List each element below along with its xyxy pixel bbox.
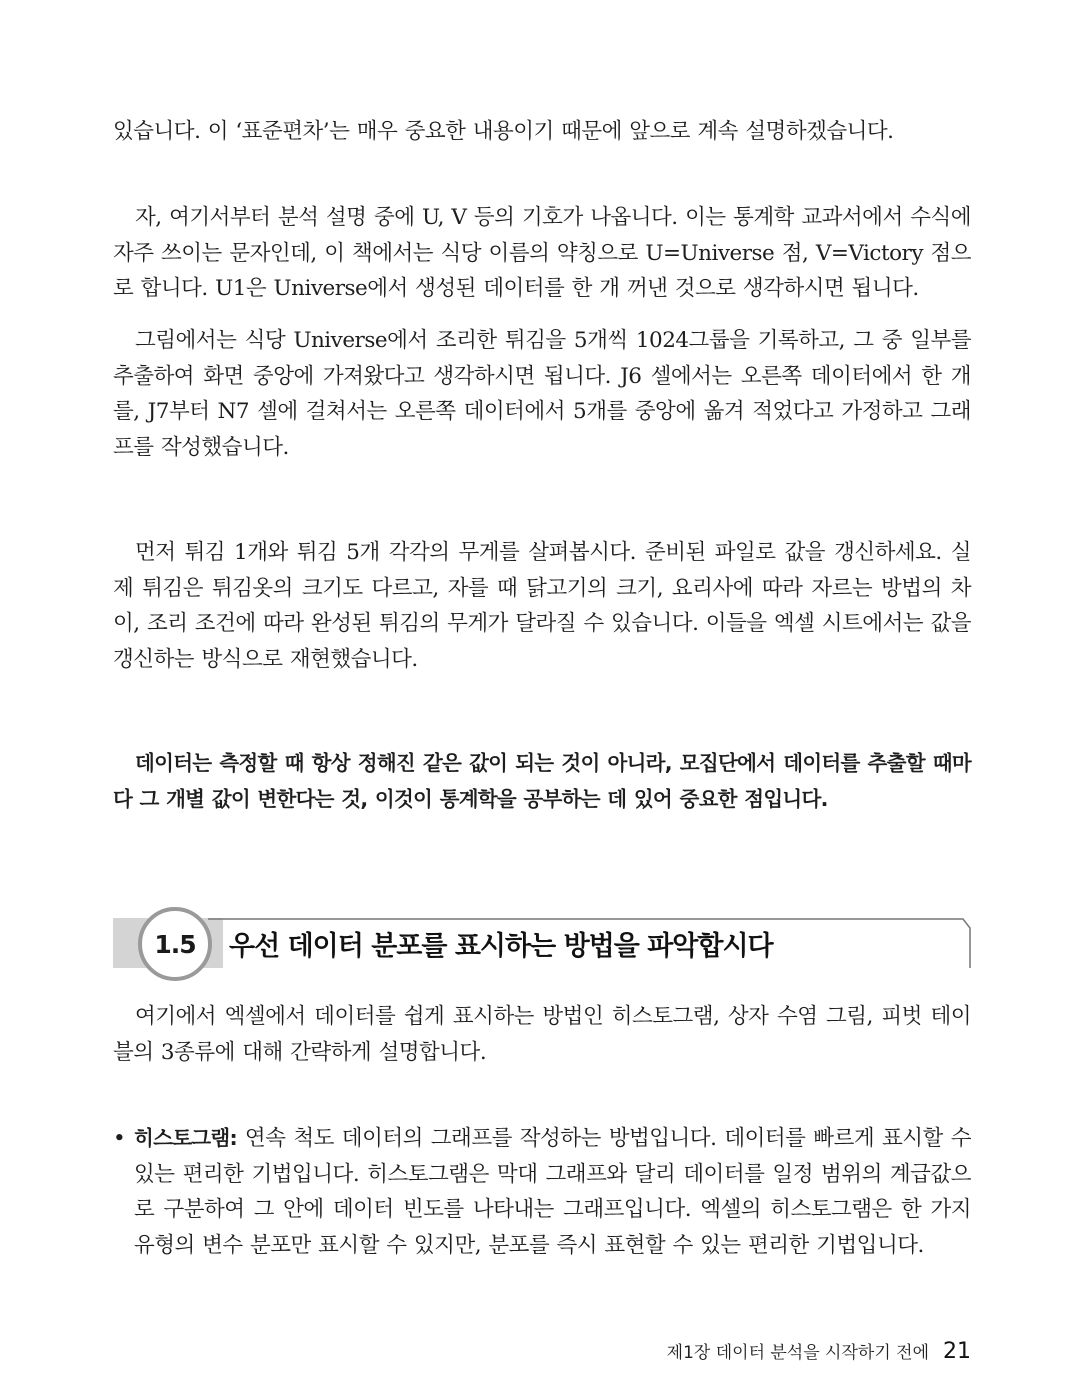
key-point-text: 데이터는 측정할 때 항상 정해진 같은 값이 되는 것이 아니라, 모집단에서 데이터를 추출할 때마다 그 개별 값이 변한다는 것, 이것이 통계학을 공부하는 데 있어 중요한 점입니다. bbox=[113, 751, 971, 811]
paragraph-text: 먼저 튀김 1개와 튀김 5개 각각의 무게를 살펴봅시다. 준비된 파일로 값을 갱신하세요. 실제 튀김은 튀김옷의 크기도 다르고, 자를 때 닭고기의 크기, 요리사에 따라 자르는 방법의 차이, 조리 조건에 따라 완성된 튀김의 무게가 달라질 수 있습니다. 이들을 엑셀 시트에서는 값을 갱신하는 방식으로 재현했습니다. bbox=[113, 540, 971, 672]
page-number: 21 bbox=[943, 1339, 971, 1364]
section-number: 1.5 bbox=[154, 929, 196, 959]
paragraph-text: 있습니다. 이 ‘표준편차’는 매우 중요한 내용이기 때문에 앞으로 계속 설명하겠습니다. bbox=[113, 119, 894, 144]
paragraph-symbols bbox=[113, 200, 971, 307]
paragraph-standard-deviation bbox=[113, 114, 971, 150]
page-footer bbox=[667, 1338, 971, 1364]
bullet-item bbox=[113, 1121, 971, 1263]
paragraph-intro-methods bbox=[113, 999, 971, 1070]
footer-chapter: 제1장 데이터 분석을 시작하기 전에 bbox=[666, 1343, 929, 1363]
paragraph-weights bbox=[113, 535, 971, 677]
paragraph-text: 그림에서는 식당 Universe에서 조리한 튀김을 5개씩 1024그룹을 기록하고, 그 중 일부를 추출하여 화면 중앙에 가져왔다고 생각하시면 됩니다. J6 셀에서는 오른쪽 데이터에서 한 개를, J7부터 N7 셀에 걸쳐서는 오른쪽 데이터에서 5개를 중앙에 옮겨 적었다고 가정하고 그래프를 작성했습니다. bbox=[113, 328, 971, 460]
section-title: 우선 데이터 분포를 표시하는 방법을 파악합시다 bbox=[229, 931, 773, 962]
paragraph-text: 자, 여기서부터 분석 설명 중에 U, V 등의 기호가 나옵니다. 이는 통계학 교과서에서 수식에 자주 쓰이는 문자인데, 이 책에서는 식당 이름의 약칭으로 U=Universe 점, V=Victory 점으로 합니다. U1은 Universe에서 생성된 데이터를 한 개 꺼낸 것으로 생각하시면 됩니다. bbox=[113, 205, 971, 301]
paragraph-text: 여기에서 엑셀에서 데이터를 쉽게 표시하는 방법인 히스토그램, 상자 수염 그림, 피벗 테이블의 3종류에 대해 간략하게 설명합니다. bbox=[113, 1004, 971, 1065]
bullet-text: 연속 척도 데이터의 그래프를 작성하는 방법입니다. 데이터를 빠르게 표시할 수 있는 편리한 기법입니다. 히스토그램은 막대 그래프와 달리 데이터를 일정 범위의 계급값으로 구분하여 그 안에 데이터 빈도를 나타내는 그래프입니다. 엑셀의 히스토그램은 한 가지 유형의 변수 분포만 표시할 수 있지만, 분포를 즉시 표현할 수 있는 편리한 기법입니다. bbox=[134, 1126, 971, 1258]
paragraph-universe-figure bbox=[113, 323, 971, 465]
section-number-badge bbox=[138, 907, 212, 981]
bullet-histogram bbox=[113, 1121, 971, 1263]
bullet-label: 히스토그램: bbox=[134, 1126, 238, 1150]
key-point-paragraph bbox=[113, 746, 971, 817]
bullet-dot-icon: • bbox=[113, 1126, 126, 1151]
